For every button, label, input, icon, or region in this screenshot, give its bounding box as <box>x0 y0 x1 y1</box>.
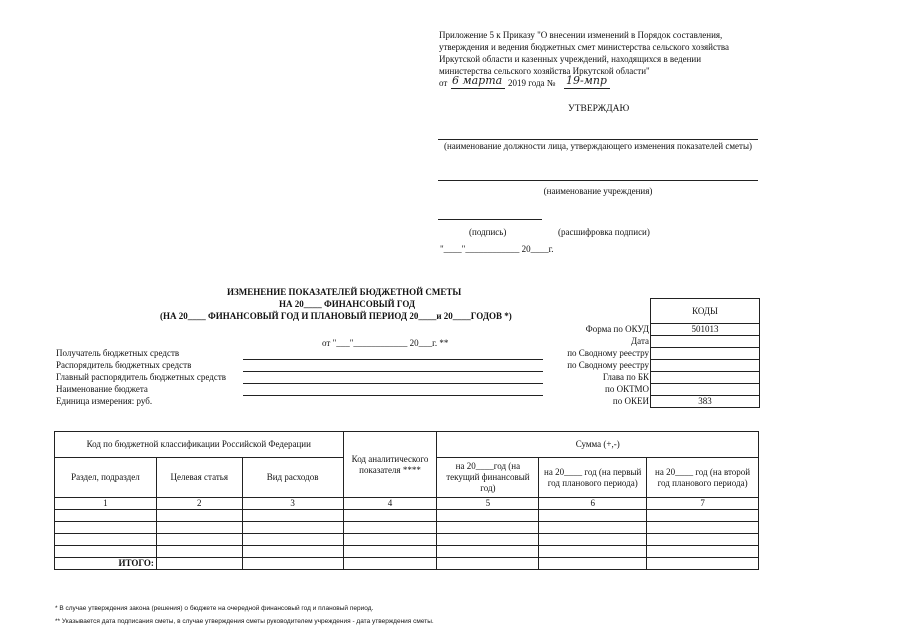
appendix-number-underline <box>564 88 610 89</box>
appendix-line-3: Иркутской области и казенных учреждений, находящихся в ведении <box>439 54 702 64</box>
col-number: 4 <box>343 498 437 510</box>
code-label-date: Дата <box>631 336 649 346</box>
appendix-number-handwritten: 19-мпр <box>566 74 607 87</box>
col-first-plan-year-header: на 20____ год (на первый год планового периода) <box>539 458 647 498</box>
position-line <box>438 139 758 140</box>
budget-change-table <box>54 431 759 570</box>
col-expense-type-header: Вид расходов <box>242 458 343 498</box>
footnote-2: ** Указывается дата подписания сметы, в случае утверждения сметы руководителем учреждения - дата утверждения сметы. <box>55 618 434 625</box>
institution-line <box>438 180 758 181</box>
position-caption: (наименование должности лица, утверждающего изменения показателей сметы) <box>443 141 752 151</box>
table-row[interactable] <box>55 510 759 522</box>
appendix-date-prefix: от <box>439 78 448 88</box>
form-title-line-2: НА 20____ ФИНАНСОВЫЙ ГОД <box>279 299 416 309</box>
col-section-header: Раздел, подраздел <box>55 458 157 498</box>
column-numbers-row <box>55 498 759 510</box>
total-label: ИТОГО: <box>55 558 157 570</box>
table-row[interactable] <box>55 546 759 558</box>
approval-date-line: "____"____________ 20____г. <box>440 244 554 254</box>
footnote-1: * В случае утверждения закона (решения) о бюджете на очередной финансовый год и плановый период. <box>55 605 374 612</box>
codes-header: КОДЫ <box>650 298 760 324</box>
appendix-date-year: 2019 года № <box>508 78 556 88</box>
code-value-okei: 383 <box>650 395 760 408</box>
form-title-line-1: ИЗМЕНЕНИЕ ПОКАЗАТЕЛЕЙ БЮДЖЕТНОЙ СМЕТЫ <box>227 287 462 297</box>
field-budget-name-line[interactable] <box>243 395 543 396</box>
code-label-register-2: по Сводному реестру <box>567 360 649 370</box>
field-budget-name: Наименование бюджета <box>56 384 148 394</box>
col-second-plan-year-header: на 20____ год (на второй год планового периода) <box>647 458 759 498</box>
col-number: 5 <box>437 498 539 510</box>
form-date-line: от "___"____________ 20___г. ** <box>322 338 449 348</box>
bk-code-group-header: Код по бюджетной классификации Российской Федерации <box>55 432 344 458</box>
appendix-line-1: Приложение 5 к Приказу "О внесении изменений в Порядок составления, <box>439 30 723 40</box>
table-row[interactable] <box>55 522 759 534</box>
code-label-oktmo: по ОКТМО <box>605 384 649 394</box>
sum-header: Сумма (+,-) <box>437 432 759 458</box>
field-chief-distributor: Главный распорядитель бюджетных средств <box>56 372 226 382</box>
decoding-caption: (расшифровка подписи) <box>558 227 650 237</box>
approval-title: УТВЕРЖДАЮ <box>568 104 630 114</box>
field-chief-distributor-line[interactable] <box>243 383 543 384</box>
appendix-line-4: министерства сельского хозяйства Иркутской области" <box>439 66 650 76</box>
signature-line <box>438 219 542 220</box>
col-number: 7 <box>647 498 759 510</box>
analytic-code-header: Код аналитического показателя **** <box>343 432 437 498</box>
code-label-okud: Форма по ОКУД <box>585 324 649 334</box>
code-label-register-1: по Сводному реестру <box>567 348 649 358</box>
appendix-line-2: утверждения и ведения бюджетных смет министерства сельского хозяйства <box>439 42 730 52</box>
col-number: 3 <box>242 498 343 510</box>
col-target-article-header: Целевая статья <box>156 458 242 498</box>
institution-caption: (наименование учреждения) <box>543 186 653 196</box>
field-recipient-line[interactable] <box>243 359 543 360</box>
table-row[interactable] <box>55 534 759 546</box>
col-number: 2 <box>156 498 242 510</box>
code-label-okei: по ОКЕИ <box>612 396 649 406</box>
col-number: 6 <box>539 498 647 510</box>
field-distributor-line[interactable] <box>243 371 543 372</box>
appendix-date-handwritten: 6 марта <box>452 74 503 87</box>
col-current-year-header: на 20____год (на текущий финансовый год) <box>437 458 539 498</box>
total-row <box>55 558 759 570</box>
signature-caption: (подпись) <box>469 227 507 237</box>
field-recipient: Получатель бюджетных средств <box>56 348 180 358</box>
appendix-date-underline <box>451 88 505 89</box>
field-unit: Единица измерения: руб. <box>56 396 153 406</box>
field-distributor: Распорядитель бюджетных средств <box>56 360 192 370</box>
col-number: 1 <box>55 498 157 510</box>
code-value-okud: 501013 <box>650 323 760 336</box>
form-title-line-3: (НА 20____ ФИНАНСОВЫЙ ГОД И ПЛАНОВЫЙ ПЕРИОД 20____и 20____ГОДОВ *) <box>160 311 512 321</box>
code-label-bk: Глава по БК <box>602 372 649 382</box>
